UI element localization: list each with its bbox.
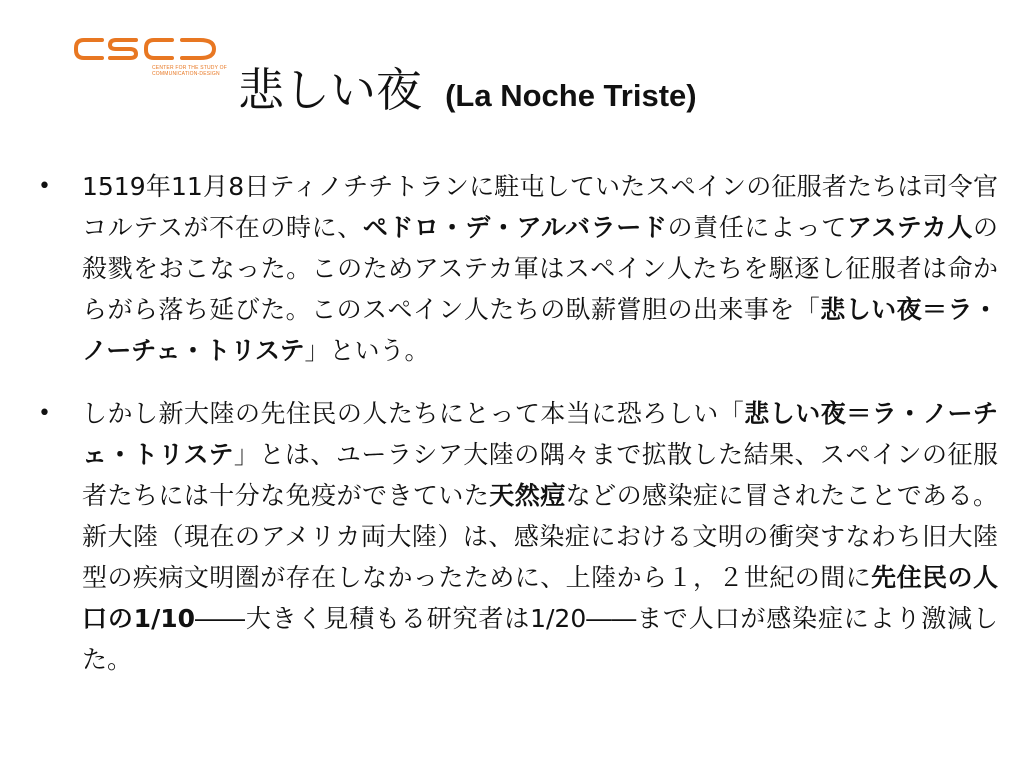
- bold-segment: 悲しい夜＝ラ・ノーチェ・トリステ: [82, 399, 998, 469]
- cscd-logo: [70, 34, 227, 90]
- text-segment: しかし新大陸の先住民の人たちにとって本当に恐ろしい「: [82, 399, 745, 428]
- bold-segment: 天然痘: [489, 481, 566, 510]
- bullet-list: [38, 166, 998, 702]
- logo-caption: [152, 65, 227, 77]
- text-segment: ――大きく見積もる研究者は1/20――まで人口が感染症により激減した。: [82, 604, 998, 674]
- bold-segment: ペドロ・デ・アルバラード: [362, 213, 668, 242]
- text-segment: 1519年11月8日ティノチチトランに駐屯していたスペインの征服者たちは司令官コルテスが不在の時に、: [82, 172, 998, 242]
- text-segment: の責任によって: [667, 213, 847, 242]
- page-title: [238, 54, 697, 120]
- bold-segment: 先住民の人口の1/10: [82, 563, 998, 633]
- text-segment: 」という。: [304, 336, 430, 365]
- bold-segment: アステカ人: [846, 213, 973, 242]
- title-japanese: 悲しい夜: [238, 63, 422, 117]
- bold-segment: 悲しい夜＝ラ・ノーチェ・トリステ: [82, 295, 998, 365]
- text-segment: などの感染症に冒されたことである。新大陸（現在のアメリカ両大陸）は、感染症における文明の衝突すなわち旧大陸型の疾病文明圏が存在しなかったために、上陸から１，２世紀の間に: [82, 481, 998, 592]
- bullet-dot-icon: •: [38, 174, 51, 199]
- bullet-text: [82, 399, 998, 674]
- bullet-text: [82, 172, 998, 365]
- title-english: (La Noche Triste): [445, 78, 697, 113]
- logo-caption-line2: COMMUNICATION-DESIGN: [152, 71, 220, 77]
- logo-caption-line1: CENTER FOR THE STUDY OF: [152, 65, 227, 71]
- text-segment: の殺戮をおこなった。このためアステカ軍はスペイン人たちを駆逐し征服者は命からがら落ち延びた。このスペイン人たちの臥薪嘗胆の出来事を「: [82, 213, 998, 324]
- bullet-item: [38, 166, 998, 371]
- bullet-dot-icon: •: [38, 401, 51, 426]
- cscd-logo-mark: [70, 34, 220, 66]
- bullet-item: [38, 393, 998, 680]
- text-segment: 」とは、ユーラシア大陸の隅々まで拡散した結果、スペインの征服者たちには十分な免疫ができていた: [82, 440, 998, 510]
